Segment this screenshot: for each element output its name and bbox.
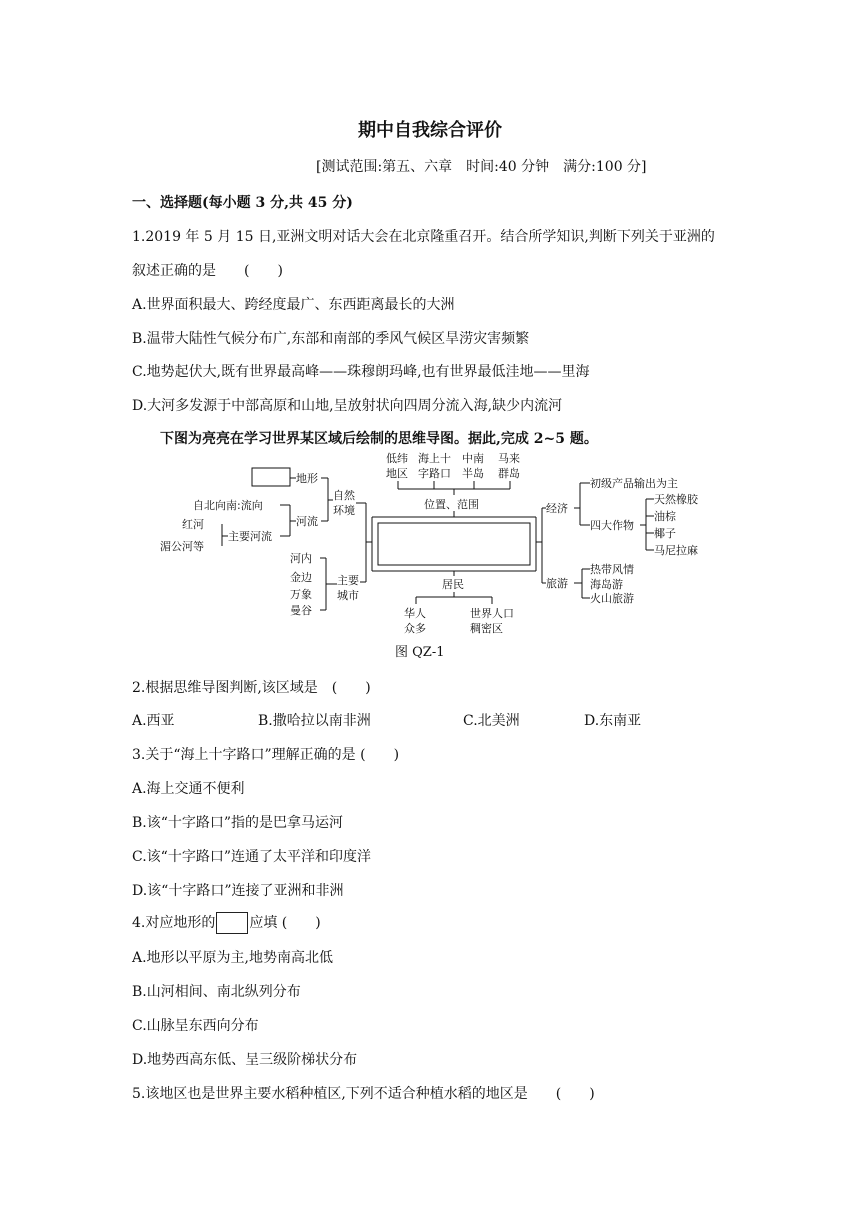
crop-1: 天然橡胶	[654, 493, 698, 506]
q1-option-d: D.大河多发源于中部高原和山地,呈放射状向四周分流入海,缺少内流河	[132, 398, 563, 414]
crop-3: 椰子	[654, 527, 676, 540]
economy-label: 经济	[546, 502, 568, 515]
svg-text:地区: 地区	[386, 467, 408, 480]
nature-environment-label: 自然	[333, 489, 355, 502]
main-cities-label: 主要	[337, 574, 359, 587]
q3-option-b: B.该“十字路口”指的是巴拿马运河	[132, 815, 344, 831]
q1-stem-line2: 叙述正确的是 ( )	[132, 263, 283, 279]
tour-item-3: 火山旅游	[590, 592, 634, 605]
city-3: 万象	[290, 588, 312, 601]
terrain-label: 地形	[296, 472, 318, 485]
top-item-3: 中南	[462, 452, 484, 465]
svg-text:稠密区: 稠密区	[470, 622, 503, 635]
svg-text:字路口: 字路口	[418, 467, 451, 480]
q4-stem	[132, 912, 321, 934]
q5-stem: 5.该地区也是世界主要水稻种植区,下列不适合种植水稻的地区是 ( )	[132, 1086, 595, 1102]
top-item-2: 海上十	[418, 452, 451, 465]
figure-caption: 图 QZ-1	[395, 645, 445, 660]
center-blank-box	[378, 523, 530, 565]
diagram-intro: 下图为亮亮在学习世界某区域后绘制的思维导图。据此,完成 2~5 题。	[160, 431, 598, 447]
svg-text:众多: 众多	[404, 622, 426, 635]
city-4: 曼谷	[290, 604, 312, 617]
residents-item-1: 华人	[404, 607, 426, 620]
q2-stem: 2.根据思维导图判断,该区域是 ( )	[132, 680, 371, 696]
q4-blank-box	[216, 912, 248, 934]
tour-item-1: 热带风情	[590, 563, 634, 576]
q3-option-c: C.该“十字路口”连通了太平洋和印度洋	[132, 849, 371, 865]
q1-option-a: A.世界面积最大、跨经度最广、东西距离最长的大洲	[132, 297, 455, 313]
page-title: 期中自我综合评价	[358, 120, 502, 141]
rivers-label: 河流	[296, 515, 318, 528]
residents-label: 居民	[442, 578, 464, 591]
q4-option-b: B.山河相间、南北纵列分布	[132, 984, 301, 1000]
svg-text:环境: 环境	[333, 504, 355, 517]
test-scope: [测试范围:第五、六章 时间:40 分钟 满分:100 分]	[316, 159, 647, 175]
svg-text:半岛: 半岛	[462, 467, 484, 480]
q2-option-b: B.撒哈拉以南非洲	[258, 713, 371, 729]
q4-stem-pre: 4.对应地形的	[132, 915, 216, 931]
q4-option-a: A.地形以平原为主,地势南高北低	[132, 950, 334, 966]
position-range-label: 位置、范围	[424, 498, 479, 511]
city-2: 金边	[290, 571, 312, 584]
terrain-blank-box	[252, 468, 290, 486]
tour-item-2: 海岛游	[590, 578, 623, 591]
q1-option-b: B.温带大陆性气候分布广,东部和南部的季风气候区旱涝灾害频繁	[132, 331, 530, 347]
tourism-label: 旅游	[546, 577, 568, 590]
river-name-2: 湄公河等	[160, 540, 204, 553]
q3-option-d: D.该“十字路口”连接了亚洲和非洲	[132, 883, 344, 899]
crop-2: 油棕	[654, 510, 676, 523]
main-rivers-label: 主要河流	[228, 530, 272, 543]
q3-option-a: A.海上交通不便利	[132, 781, 245, 797]
top-item-4: 马来	[498, 452, 520, 465]
flow-direction-label: 自北向南:流向	[193, 499, 263, 512]
river-name-1: 红河	[182, 518, 204, 531]
section-heading: 一、选择题(每小题 3 分,共 45 分)	[132, 195, 353, 211]
top-item-1: 低纬	[386, 452, 408, 465]
city-1: 河内	[290, 552, 312, 565]
q4-stem-post: 应填 ( )	[249, 915, 321, 931]
q4-option-d: D.地势西高东低、呈三级阶梯状分布	[132, 1052, 358, 1068]
q3-stem: 3.关于“海上十字路口”理解正确的是 ( )	[132, 747, 400, 763]
residents-item-2: 世界人口	[470, 607, 514, 620]
q2-option-d: D.东南亚	[584, 713, 642, 729]
q1-option-c: C.地势起伏大,既有世界最高峰——珠穆朗玛峰,也有世界最低洼地——里海	[132, 364, 590, 380]
primary-products-label: 初级产品输出为主	[590, 477, 678, 490]
q2-option-c: C.北美洲	[463, 713, 520, 729]
crop-4: 马尼拉麻	[654, 544, 698, 557]
svg-text:群岛: 群岛	[498, 467, 520, 480]
four-crops-label: 四大作物	[590, 519, 634, 532]
q2-option-a: A.西亚	[132, 713, 175, 729]
q1-stem-line1: 1.2019 年 5 月 15 日,亚洲文明对话大会在北京隆重召开。结合所学知识,判断下列关于亚洲的	[132, 229, 715, 245]
q4-option-c: C.山脉呈东西向分布	[132, 1018, 259, 1034]
svg-text:城市: 城市	[337, 589, 359, 602]
